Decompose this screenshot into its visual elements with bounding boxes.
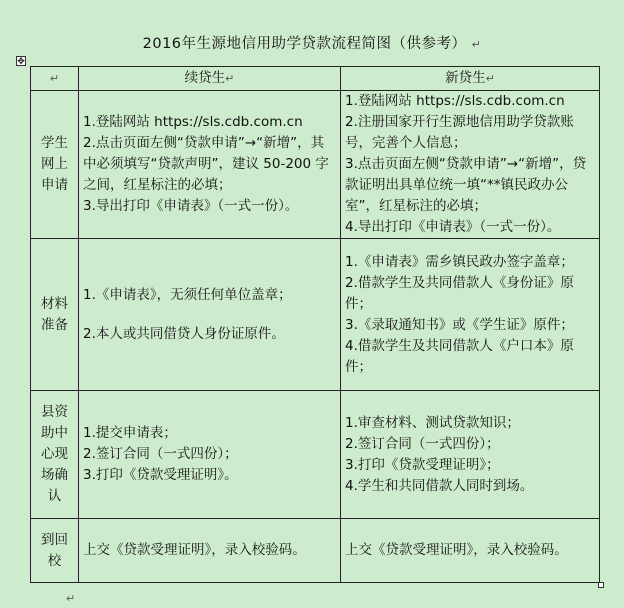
title-text: 2016年生源地信用助学贷款流程简图（供参考） [142,36,467,52]
row-label-return-school: 到回校 [31,519,79,583]
header-new-student [341,67,600,91]
new-confirmation-cell: 1.审查材料、测试贷款知识； 2.签订合同（一式四份）； 3.打印《贷款受理证明》； 4.学生和共同借款人同时到场。 [341,391,600,519]
row-label-county-confirmation: 县资助中心现场确认 [31,391,79,519]
new-online-application-cell: 1.登陆网站 https://sls.cdb.com.cn 2.注册国家开行生源地信用助学贷款账号，完善个人信息； 3.点击页面左侧“贷款申请”→“新增”，贷款证明出具单位统一填“**镇民政办公室”，红星标注的必填； 4.导出打印《申请表》（一式一份）。 [341,91,600,239]
loan-process-table [30,66,600,583]
paragraph-mark-icon: ↵ [66,592,76,605]
paragraph-mark-icon: ↵ [225,72,235,85]
paragraph-mark-icon: ↵ [485,72,495,85]
new-return-school-cell: 上交《贷款受理证明》，录入校验码。 [341,519,600,583]
renewal-online-application-cell: 1.登陆网站 https://sls.cdb.com.cn 2.点击页面左侧“贷款申请”→“新增”，其中必须填写“贷款声明”，建议 50-200 字之间，红星标注的必填； 3.导出打印《申请表》（一式一份）。 [79,91,341,239]
header-label: 新贷生 [445,70,486,86]
table-row [31,239,600,391]
row-label-materials: 材料准备 [31,239,79,391]
renewal-confirmation-cell: 1.提交申请表； 2.签订合同（一式四份）； 3.打印《贷款受理证明》。 [79,391,341,519]
renewal-materials-cell: 1.《申请表》，无须任何单位盖章； 2.本人或共同借贷人身份证原件。 [79,239,341,391]
table-row [31,91,600,239]
table-row [31,519,600,583]
new-materials-cell: 1.《申请表》需乡镇民政办签字盖章； 2.借款学生及共同借款人《身份证》原件； 3.《录取通知书》或《学生证》原件； 4.借款学生及共同借款人《户口本》原件； [341,239,600,391]
header-blank-cell [31,67,79,91]
header-renewal-student [79,67,341,91]
table-row [31,391,600,519]
renewal-return-school-cell: 上交《贷款受理证明》，录入校验码。 [79,519,341,583]
row-label-online-application: 学生网上申请 [31,91,79,239]
table-header-row [31,67,600,91]
table-resize-handle-icon[interactable] [598,582,604,588]
table-move-handle-icon[interactable]: ✥ [17,57,25,67]
paragraph-mark-icon: ↵ [471,38,482,51]
header-label: 续贷生 [184,70,226,86]
document-title [0,32,624,53]
paragraph-mark-icon: ↵ [49,72,60,85]
